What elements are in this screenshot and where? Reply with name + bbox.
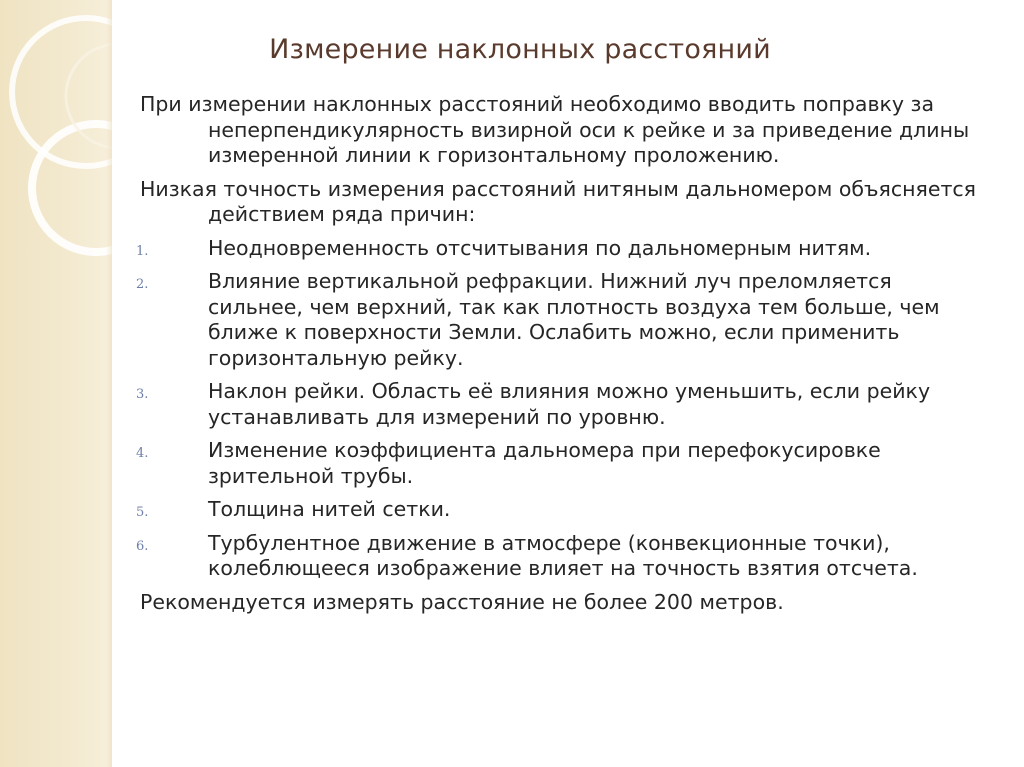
slide-content — [136, 92, 990, 623]
list-item-text: Изменение коэффициента дальномера при перефокусировке зрительной трубы. — [208, 438, 881, 488]
decorative-circles — [0, 0, 112, 767]
decorative-side-band — [0, 0, 112, 767]
list-item-number: 3. — [136, 387, 149, 402]
list-item — [136, 438, 990, 489]
reasons-list — [136, 235, 990, 582]
recommendation-paragraph: Рекомендуется измерять расстояние не более 200 метров. — [140, 589, 784, 614]
list-item — [136, 497, 990, 523]
list-item — [136, 379, 990, 430]
list-item-text: Неодновременность отсчитывания по дальномерным нитям. — [208, 235, 872, 260]
list-item-number: 5. — [136, 505, 149, 520]
list-item-number: 4. — [136, 446, 149, 461]
slide-title: Измерение наклонных расстояний — [269, 34, 771, 65]
list-item-number: 1. — [136, 243, 149, 259]
list-item-number: 6. — [136, 538, 149, 554]
list-item — [136, 530, 990, 582]
list-item-number: 2. — [136, 277, 149, 292]
list-item-text: Влияние вертикальной рефракции. Нижний луч преломляется сильнее, чем верхний, так как плотность воздуха тем больше, чем ближе к поверхности Земли. Ослабить можно, если применить горизонтальную рейку. — [208, 269, 940, 370]
list-item-text: Наклон рейки. Область её влияния можно уменьшить, если рейку устанавливать для измерений по уровню. — [208, 379, 931, 429]
list-item — [136, 235, 990, 262]
list-item-text: Турбулентное движение в атмосфере (конвекционные точки), колеблющееся изображение влияет на точность взятия отсчета. — [208, 530, 918, 580]
lead-paragraph: Низкая точность измерения расстояний нитяным дальномером объясняется действием ряда причин: — [140, 176, 976, 226]
list-item-text: Толщина нитей сетки. — [208, 497, 451, 521]
intro-paragraph: При измерении наклонных расстояний необходимо вводить поправку за неперпендикулярность визирной оси к рейке и за приведение длины измеренной линии к горизонтальному проложению. — [140, 92, 970, 167]
list-item — [136, 269, 990, 371]
